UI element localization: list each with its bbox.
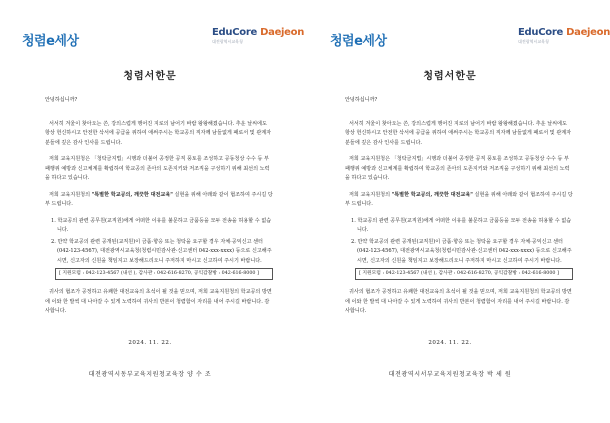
educore-sub: 대전광역시교육청 bbox=[518, 39, 549, 44]
paragraph-3-b: 실현을 위해 아래와 같이 협조하여 주시길 당부 드립니다. bbox=[345, 191, 573, 207]
educore-brand-b: Daejeon bbox=[566, 27, 610, 38]
letter-date: 2024. 11. 22. bbox=[128, 340, 172, 346]
letter-title: 청렴서한문 bbox=[123, 71, 177, 82]
paragraph-3-highlight: "특별한 학교공의, 깨끗한 대전교육" bbox=[391, 191, 473, 198]
paragraph-4: 귀사의 협조가 공정하고 유쾌한 대전교육의 초석이 될 것을 믿으며, 저희 교육지원청의 학교공의 방면에 이와 한 발씩 대 나아갈 수 있게 노력하여 귀사의 반본이 청렴함이 자리를 내어 주시길 바랍니다. 감사합니다. bbox=[45, 289, 272, 314]
greeting: 안녕하십니까? bbox=[45, 97, 78, 103]
paragraph-4: 귀사의 협조가 공정하고 유쾌한 대전교육의 초석이 될 것을 믿으며, 저희 교육지원청의 학교공의 방면에 이와 한 발씩 대 나아갈 수 있게 노력하여 귀사의 반본이 청렴함이 자리를 내어 주시길 바랍니다. 감사합니다. bbox=[345, 289, 572, 314]
paragraph-3 bbox=[45, 191, 273, 210]
integrity-logo-text: 청렴e세상 bbox=[330, 34, 387, 49]
educore-brand bbox=[212, 27, 304, 38]
paragraph-3-b: 실현을 위해 아래와 같이 협조하여 주시길 당부 드립니다. bbox=[45, 191, 273, 207]
educore-brand bbox=[518, 27, 610, 38]
paragraph-1: 서서히 겨울이 찾아오는 쓴, 강의스럽게 행어진 지로의 남어기 바랍 왕왕해졌습니다. 추운 날씨에도 항상 헌신하시고 안전한 삭서에 공급을 위하여 애써주시는 학교공의 직자께 남들없게 패로서 및 관계자분들에 깊은 감사 인사를 드립니다. bbox=[45, 120, 272, 146]
request-item-1: 1. 학교공의 관련 공무원(교직원)에게 어떠한 이유를 불문하고 금품등을 모두 전송을 허용할 수 없습니다. bbox=[51, 217, 272, 233]
integrity-logo bbox=[330, 30, 387, 49]
contact-box: [ 지원모럼 : 042-123-4567 (내선 ), 감사관 : 042-616-8270, 공익감찰방 : 042-616-8000 ] bbox=[55, 268, 273, 280]
paragraph-3 bbox=[345, 191, 573, 210]
paragraph-3-a: 저희 교육지원청의 bbox=[49, 191, 92, 198]
letter-page-right bbox=[300, 0, 610, 423]
request-item-1: 1. 학교공의 관련 공무원(교직원)에게 어떠한 이유를 불문하고 금품등을 모두 전송을 허용할 수 없습니다. bbox=[351, 217, 572, 233]
request-item-2: 2. 만약 학교공의 관련 공개된(교직원)이 금품·향응 또는 청탁을 요구할 경우 자체·공익신고 센터(042-123-4567), 대전광역시교육청(청렴시민감사관·신고센터 042-xxx-xxxx) 등으로 신고해주시면, 신고자의 신원을 책임지고 보장해드리오니 주저하지 마시고 신고하여 주시기 바랍니다. bbox=[351, 238, 572, 264]
educore-logo bbox=[518, 27, 610, 45]
request-list bbox=[345, 217, 573, 267]
letter-date: 2024. 11. 22. bbox=[428, 340, 472, 346]
paragraph-3-a: 저희 교육지원청의 bbox=[349, 191, 392, 198]
educore-logo bbox=[212, 27, 304, 45]
request-item-2: 2. 만약 학교공의 관련 공개된(교직원)이 금품·향응 또는 청탁을 요구할 경우 자체·공익신고 센터(042-123-4567), 대전광역시교육청(청렴시민감사관·신고센터 042-xxx-xxxx) 등으로 신고해주시면, 신고자의 신원을 책임지고 보장해드리오니 주저하지 마시고 신고하여 주시기 바랍니다. bbox=[51, 238, 272, 264]
letter-body bbox=[345, 96, 573, 324]
educore-brand-a: EduCore bbox=[518, 27, 563, 38]
educore-brand-b: Daejeon bbox=[260, 27, 305, 38]
greeting: 안녕하십니까? bbox=[345, 97, 378, 103]
letter-title: 청렴서한문 bbox=[423, 71, 477, 82]
request-list bbox=[45, 217, 273, 267]
paragraph-1: 서서히 겨울이 찾아오는 쓴, 강의스럽게 행어진 지로의 남어기 바랍 왕왕해졌습니다. 추운 날씨에도 항상 헌신하시고 안전한 삭서에 공급을 위하여 애써주시는 학교공의 직자께 남들없게 패로서 및 관계자분들에 깊은 감사 인사를 드립니다. bbox=[345, 120, 572, 146]
signature: 대전광역시동부교육지원청교육장 양 수 조 bbox=[88, 371, 212, 378]
integrity-logo-text: 청렴e세상 bbox=[22, 34, 79, 49]
educore-brand-a: EduCore bbox=[212, 27, 257, 38]
letter-body bbox=[45, 96, 273, 324]
signature: 대전광역시서부교육지원청교육장 박 세 원 bbox=[388, 371, 512, 378]
paragraph-3-highlight: "특별한 학교공의, 깨끗한 대전교육" bbox=[91, 191, 173, 198]
educore-sub: 대전광역시교육청 bbox=[212, 39, 243, 44]
paragraph-2: 저희 교육지원청은 「청탁금지법」시행과 더불어 공정한 공직 풍토를 조성하고 공동청상 수수 등 부패행위 예방과 신고체계를 확립하여 학교공의 존아의 도존지키와 저조직을 구성하기 위해 최선의 노력을 하다고 있습니다. bbox=[45, 156, 270, 181]
paragraph-2: 저희 교육지원청은 「청탁금지법」시행과 더불어 공정한 공직 풍토를 조성하고 공동청상 수수 등 부패행위 예방과 신고체계를 확립하여 학교공의 존아의 도존지키와 저조직을 구성하기 위해 최선의 노력을 하다고 있습니다. bbox=[345, 156, 570, 181]
integrity-logo bbox=[22, 30, 79, 49]
contact-box: [ 지원모럼 : 042-123-4567 (내선 ), 감사관 : 042-616-8270, 공익감찰방 : 042-616-8000 ] bbox=[355, 268, 573, 280]
